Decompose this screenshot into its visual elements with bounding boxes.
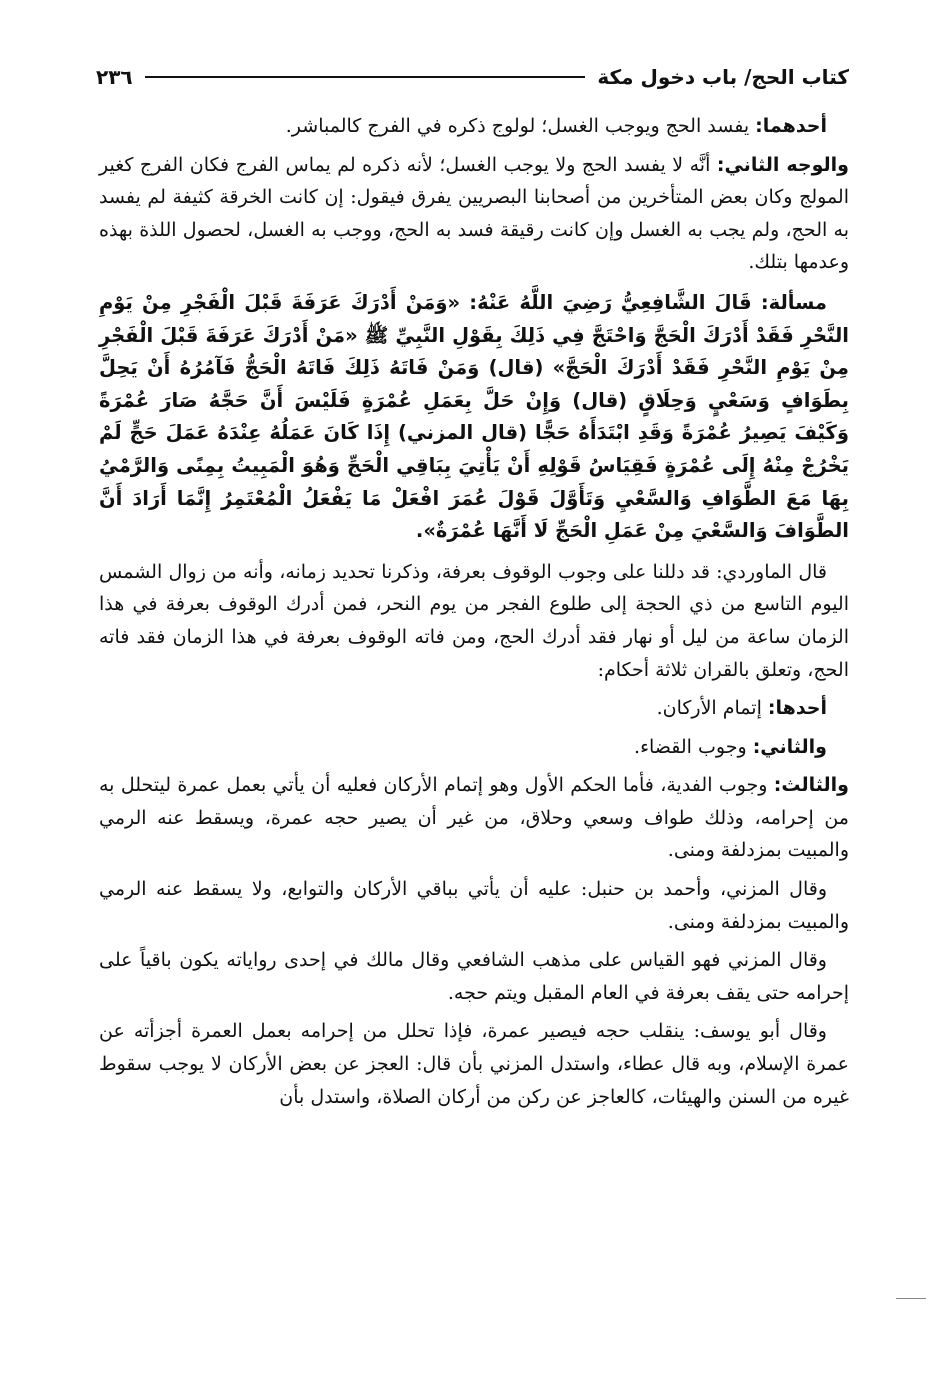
first-opinion-label: أحدهما: [755,115,827,137]
rule-three-text: وجوب الفدية، فأما الحكم الأول وهو إتمام الأركان فعليه أن يأتي بعمل عمرة ليتحلل به من إحرامه، وذلك طواف وسعي وحلاق، من غير أن يصير حجه عمرة، ويسقط عنه الرمي والمبيت بمزدلفة ومنى. [99,774,849,862]
rule-one-text: إتمام الأركان. [656,697,762,720]
paragraph-muzani [99,873,849,938]
paragraph-second-opinion [99,149,849,279]
malik-text: وقال المزني فهو القياس على مذهب الشافعي وقال مالك في إحدى رواياته يكون باقياً على إحرامه حتى يقف بعرفة في العام المقبل ويتم حجه. [99,949,849,1004]
rule-one-label: أحدها: [767,697,827,720]
masala-text: رَضِيَ اللَّهُ عَنْهُ: «وَمَنْ أَدْرَكَ عَرَفَةَ قَبْلَ الْفَجْرِ مِنْ يَوْمِ النَّحْرِ فَقَدْ أَدْرَكَ الْحَجَّ وَاحْتَجَّ فِي ذَلِكَ بِقَوْلِ النَّبِيِّ ﷺ «مَنْ أَدْرَكَ عَرَفَةَ قَبْلَ الْفَجْرِ مِنْ يَوْمِ النَّحْرِ فَقَدْ أَدْرَكَ الْحَجَّ» (قال) وَمَنْ فَاتَهُ ذَلِكَ فَاتَهُ الْحَجُّ فَآمُرُهُ أَنْ يَحِلَّ بِطَوَافٍ وَسَعْيٍ وَحِلَاقٍ (قال) وَإِنْ حَلَّ بِعَمَلِ عُمْرَةٍ فَلَيْسَ أَنَّ حَجَّهُ صَارَ عُمْرَةً وَكَيْفَ يَصِيرُ عُمْرَةً وَقَدِ ابْتَدَأَهُ حَجًّا (قال المزني) إِذَا كَانَ عَمَلُهُ عِنْدَهُ عَمَلَ حَجٍّ لَمْ يَخْرُجْ مِنْهُ إِلَى عُمْرَةٍ فَقِيَاسُ قَوْلِهِ أَنْ يَأْتِيَ بِبَاقِي الْحَجِّ وَهُوَ الْمَبِيتُ بِمِنًى وَالرَّمْيُ بِهَا مَعَ الطَّوَافِ وَالسَّعْيِ وَتَأَوَّلَ قَوْلَ عُمَرَ افْعَلْ مَا يَفْعَلُ الْمُعْتَمِرُ إِنَّمَا أَرَادَ أَنَّ الطَّوَافَ وَالسَّعْيَ مِنْ عَمَلِ الْحَجِّ لَا أَنَّهَا عُمْرَةٌ». [99,290,849,543]
header-rule [145,76,586,78]
rule-three [99,769,849,867]
rule-two [99,731,849,764]
mawardi-text: قال الماوردي: قد دللنا على وجوب الوقوف بعرفة، وذكرنا تحديد زمانه، وأنه من زوال الشمس اليوم التاسع من ذي الحجة إلى طلوع الفجر من يوم النحر، فمن أدرك الوقوف بعرفة في هذا الزمان ساعة من ليل أو نهار فقد أدرك الحج، ومن فاته الوقوف بعرفة في هذا الزمان فقد فاته الحج، وتعلق بالقران ثلاثة أحكام: [99,560,849,681]
paragraph-mawardi [99,556,849,686]
second-opinion-label: والوجه الثاني: [716,153,849,176]
rule-two-label: والثاني: [752,735,827,758]
running-header [96,60,849,94]
scan-mark [896,1298,926,1299]
page-number: ٢٣٦ [96,65,133,89]
first-opinion-text: يفسد الحج ويوجب الغسل؛ لولوج ذكره في الفرج كالمباشر. [285,115,750,137]
page-body [99,110,849,1119]
paragraph-abu-yusuf [99,1015,849,1113]
masala-label: مسألة: قَالَ الشَّافِعِيُّ [620,290,828,314]
paragraph-first-opinion [99,110,849,143]
rule-two-text: وجوب القضاء. [634,735,747,758]
rule-three-label: والثالث: [773,774,849,797]
chapter-title: كتاب الحج/ باب دخول مكة [597,65,849,89]
muzani-text: وقال المزني، وأحمد بن حنبل: عليه أن يأتي بباقي الأركان والتوابع، ولا يسقط عنه الرمي والمبيت بمزدلفة ومنى. [99,878,849,933]
rule-one [99,692,849,725]
masala-section [99,287,849,548]
second-opinion-text: أنَّه لا يفسد الحج ولا يوجب الغسل؛ لأنه ذكره لم يماس الفرج فكان الفرج كغير المولج وكان بعض المتأخرين من أصحابنا البصريين يفرق فيقول: إن كانت الخرقة كثيفة لم يفسد به الحج، ولم يجب به الغسل وإن كانت رقيقة فسد به الحج، ووجب به الغسل، لحصول اللذة بهذه وعدمها بتلك. [99,153,849,274]
abu-yusuf-text: وقال أبو يوسف: ينقلب حجه فيصير عمرة، فإذا تحلل من إحرامه بعمل العمرة أجزأته عن عمرة الإسلام، وبه قال عطاء، واستدل المزني بأن قال: العجز عن بعض الأركان لا يوجب سقوط غيره من السنن والهيئات، كالعاجز عن ركن من أركان الصلاة، واستدل بأن [99,1020,849,1108]
paragraph-malik [99,944,849,1009]
